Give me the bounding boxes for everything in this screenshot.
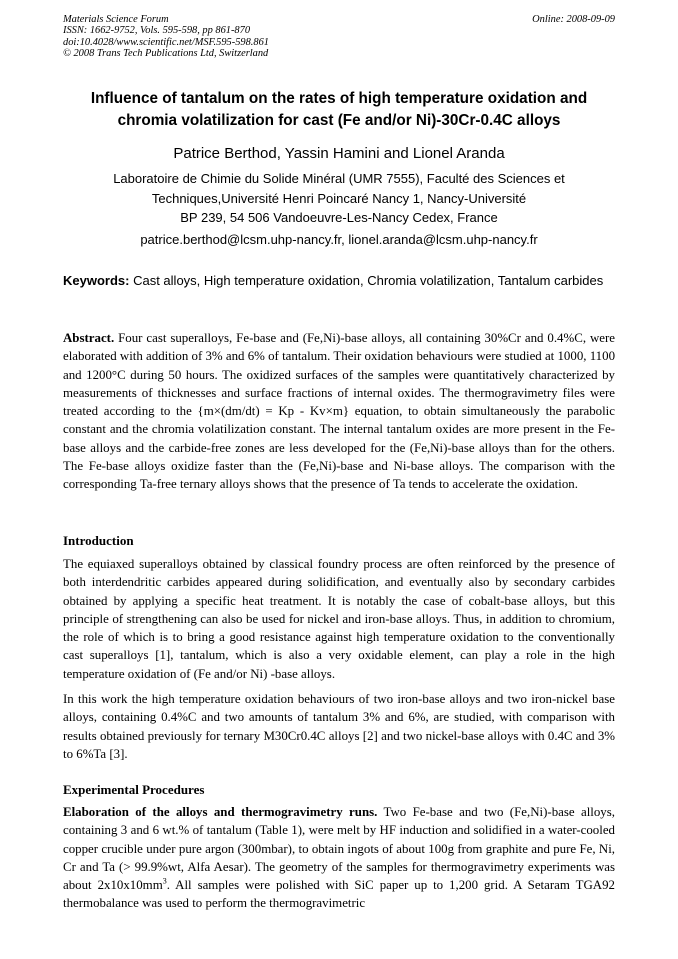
experimental-superscript: 3	[162, 876, 167, 886]
affiliation-line-3: BP 239, 54 506 Vandoeuvre-Les-Nancy Cedex, France	[180, 210, 498, 225]
keywords-text: Cast alloys, High temperature oxidation, Chromia volatilization, Tantalum carbides	[133, 273, 604, 288]
experimental-heading: Experimental Procedures	[63, 782, 205, 797]
online-date: Online: 2008-09-09	[532, 14, 615, 25]
affiliation-line-2: Techniques,Université Henri Poincaré Nancy 1, Nancy-Université	[151, 190, 527, 206]
author-list: Patrice Berthod, Yassin Hamini and Lionel Aranda	[173, 145, 505, 162]
abstract-label: Abstract.	[63, 331, 115, 345]
title-line-2: chromia volatilization for cast (Fe and/or Ni)-30Cr-0.4C alloys	[117, 112, 561, 129]
introduction-paragraph-1: The equiaxed superalloys obtained by classical foundry process are often reinforced by the presence of both interdendritic carbides appeared during solidification, and eventually also by secondary carbides obtained by applying a specific heat treatment. It is notably the case of cobalt-base alloys, but this principle of strengthening can also be used for nickel and iron-base alloys. Thus, in addition to chromium, the role of which is to bring a good resistance against high temperature oxidation to the conventionally cast superalloys [1], tantalum, which is also a very oxidable element, can play a role in the high temperature oxidation of (Fe and/or Ni) -base alloys.	[63, 557, 615, 681]
abstract	[63, 329, 615, 494]
experimental-paragraph	[63, 803, 615, 913]
title-line-1: Influence of tantalum on the rates of high temperature oxidation and	[90, 90, 588, 107]
copyright-line: © 2008 Trans Tech Publications Ltd, Switzerland	[63, 48, 269, 60]
abstract-text: Four cast superalloys, Fe-base and (Fe,Ni)-base alloys, all containing 30%Cr and 0.4%C, were elaborated with addition of 3% and 6% of tantalum. Their oxidation behaviours were studied at 1000, 1100 and 1200°C during 50 hours. The oxidized surfaces of the samples were quantitatively characterized by measurements of thicknesses and surface fractions of internal oxides. The thermogravimetry files were treated according to the {m×(dm/dt) = Kp - Kv×m} equation, to obtain simultaneously the parabolic constant and the chromia volatilization constant. The internal tantalum oxides are more present in the Fe-base alloys and the carbide-free zones are less developed for the (Fe,Ni)-base alloys than for the others. The Fe-base alloys oxidize faster than the (Fe,Ni)-base and Ni-base alloys. The comparison with the corresponding Ta-free ternary alloys shows that the presence of Ta tends to accelerate the oxidation.	[63, 331, 616, 492]
affiliation	[63, 169, 615, 228]
doi-line: doi:10.4028/www.scientific.net/MSF.595-598.861	[63, 36, 269, 48]
experimental-text-a: Two Fe-base and two (Fe,Ni)-base alloys, containing 3 and 6 wt.% of tantalum (Table 1), were melt by HF induction and solidified in a water-cooled copper crucible under pure argon (300mbar), to obtain ingots of about 100g from graphite and pure Fe, Ni, Cr and Ta (> 99.9%wt, Alfa Aesar). The geometry of the samples for thermogravimetry experiments was about 2x10x10mm	[63, 805, 615, 893]
introduction-heading: Introduction	[63, 533, 134, 548]
experimental-subheading: Elaboration of the alloys and thermogravimetry runs.	[63, 805, 378, 819]
experimental-text-b: . All samples were polished with SiC paper up to 1,200 grid. A Setaram TGA92 thermobalance was used to perform the thermogravimetric	[63, 878, 615, 911]
affiliation-line-1: Laboratoire de Chimie du Solide Minéral (UMR 7555), Faculté des Sciences et	[113, 171, 565, 186]
issn-line: ISSN: 1662-9752, Vols. 595-598, pp 861-870	[63, 25, 251, 37]
paper-title	[63, 88, 615, 132]
journal-name: Materials Science Forum	[63, 14, 169, 25]
keywords	[63, 271, 615, 290]
journal-header	[63, 14, 615, 60]
keywords-label: Keywords:	[63, 273, 130, 288]
author-emails: patrice.berthod@lcsm.uhp-nancy.fr, lionel.aranda@lcsm.uhp-nancy.fr	[140, 232, 538, 247]
introduction-paragraph-2: In this work the high temperature oxidation behaviours of two iron-base alloys and two iron-nickel base alloys, containing 0.4%C and two amounts of tantalum 3% and 6%, are studied, with comparison with results obtained previously for ternary M30Cr0.4C alloys [2] and two nickel-base alloys with 0.4C and 3% to 6%Ta [3].	[63, 692, 615, 761]
